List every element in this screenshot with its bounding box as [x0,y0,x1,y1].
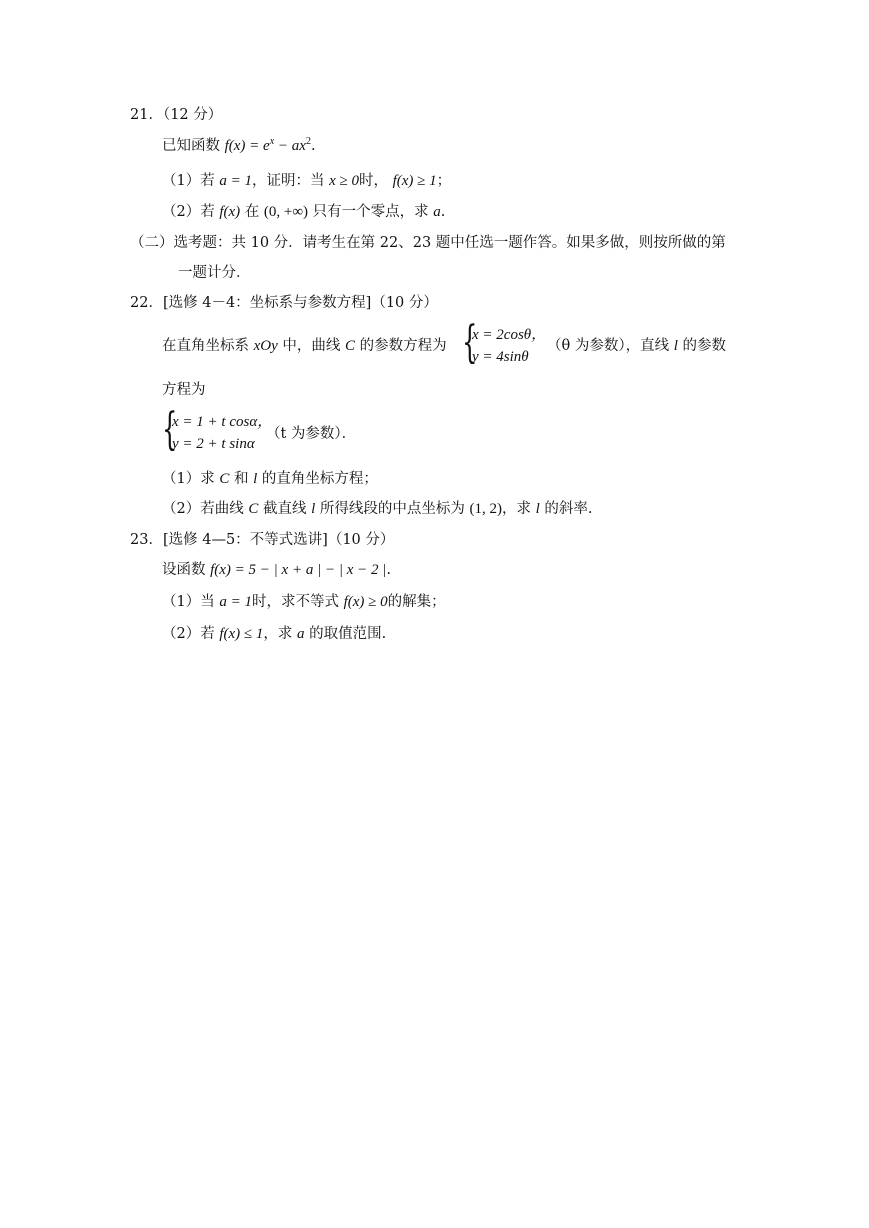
q22-part2 [162,498,592,520]
q22-p1-l: l [253,471,258,487]
q21-formula-part1: f(x) = e [224,138,270,154]
q22-p1-mid: 和 [233,471,249,487]
q22-line-l: l [673,338,678,354]
q22-curve-C: C [344,338,355,354]
q21-p2-mid: 在 [244,204,260,220]
q22-curve-y-eq: y = 4sinθ [472,349,529,365]
q21-p2-a: a [433,204,441,220]
q22-intro-prefix: 在直角坐标系 [162,338,249,354]
q22-line2: 方程为 [162,382,206,398]
elective-instruction-line1: （二）选考题：共 10 分．请考生在第 22、23 题中任选一题作答。如果多做，则按所做的第 [130,235,726,251]
q23-part2 [162,623,386,645]
q21-p2-interval: (0, +∞) [263,204,309,220]
q22-intro-mid: 中，曲线 [282,338,341,354]
elective-instruction-line2: 一题计分． [178,265,251,281]
q21-p1-mid2: 时， [358,173,388,189]
q21-p2-mid2: 只有一个零点，求 [312,204,429,220]
q23-p1-inequality: f(x) ≥ 0 [343,594,388,610]
q22-p2-end: 的斜率. [544,501,593,517]
q22-coord-system: xOy [253,338,278,354]
q22-p2-l2: l [535,501,540,517]
q23-header: 23．[选修 4—5：不等式选讲]（10 分） [130,532,395,548]
q21-p1-result: f(x) ≥ 1 [392,173,437,189]
q23-p2-inequality: f(x) ≤ 1 [219,626,264,642]
q22-intro-mid2: 的参数方程为 [359,338,447,354]
q23-part1 [162,591,446,613]
q23-p1-cond: a = 1 [219,594,252,610]
q21-intro [162,135,316,157]
q23-p1-end: 的解集； [387,594,446,610]
q23-intro [162,559,391,581]
q22-line-x-eq: x = 1 + t cosα， [172,414,273,430]
q22-p2-mid: 截直线 [262,501,307,517]
q22-intro-tail [547,335,726,357]
q21-part1 [162,170,451,192]
q23-intro-prefix: 设函数 [162,562,206,578]
q22-p1-end: 的直角坐标方程； [261,471,378,487]
brace-icon: { [462,317,478,368]
q22-curve-note: （θ 为参数），直线 [547,338,670,354]
q21-p1-mid: ，证明：当 [251,173,325,189]
q21-formula-part2: − ax [274,138,306,154]
q21-formula-exp1: x [269,136,275,147]
q21-part2 [162,201,445,223]
q23-p1-prefix: （1）当 [162,594,215,610]
q23-p1-mid: 时，求不等式 [251,594,339,610]
q21-header: 21．（12 分） [130,107,223,123]
q23-intro-end: . [386,562,391,578]
q21-p1-prefix: （1）若 [162,173,215,189]
q23-function-formula: f(x) = 5 − | x + a | − | x − 2 | [210,562,387,578]
q22-line-note: （t 为参数）． [266,426,357,442]
q21-intro-prefix: 已知函数 [162,138,220,154]
q22-curve-x-eq: x = 2cosθ， [472,327,547,343]
q22-p2-prefix: （2）若曲线 [162,501,244,517]
q22-intro [162,335,447,357]
q21-p1-end: ； [436,173,452,189]
q22-p2-mid3: ，求 [501,501,531,517]
q21-p2-f: f(x) [219,204,241,220]
q21-function-formula [225,138,311,154]
q22-intro-end: 的参数 [682,338,726,354]
q22-p2-point: (1, 2) [469,501,502,517]
q22-line-y-eq: y = 2 + t sinα [172,436,255,452]
q21-p2-prefix: （2）若 [162,204,215,220]
q21-intro-end: . [310,138,316,154]
q23-p2-mid: ，求 [263,626,293,642]
q23-p2-a: a [297,626,305,642]
q23-p2-end: 的取值范围. [309,626,387,642]
q22-p2-mid2: 所得线段的中点坐标为 [319,501,465,517]
q22-p2-C: C [248,501,259,517]
q22-line-system [162,404,273,456]
q21-formula-exp2: 2 [305,136,311,147]
q23-p2-prefix: （2）若 [162,626,215,642]
q22-p2-l: l [311,501,316,517]
q22-part1 [162,468,378,490]
q22-header: 22．[选修 4－4：坐标系与参数方程]（10 分） [130,295,438,311]
q21-p2-end: . [440,204,446,220]
q22-p1-C: C [219,471,230,487]
brace-icon: { [162,404,178,455]
q21-p1-cond2: x ≥ 0 [329,173,359,189]
q22-p1-prefix: （1）求 [162,471,215,487]
q22-curve-system [462,317,552,369]
q21-p1-cond: a = 1 [219,173,252,189]
